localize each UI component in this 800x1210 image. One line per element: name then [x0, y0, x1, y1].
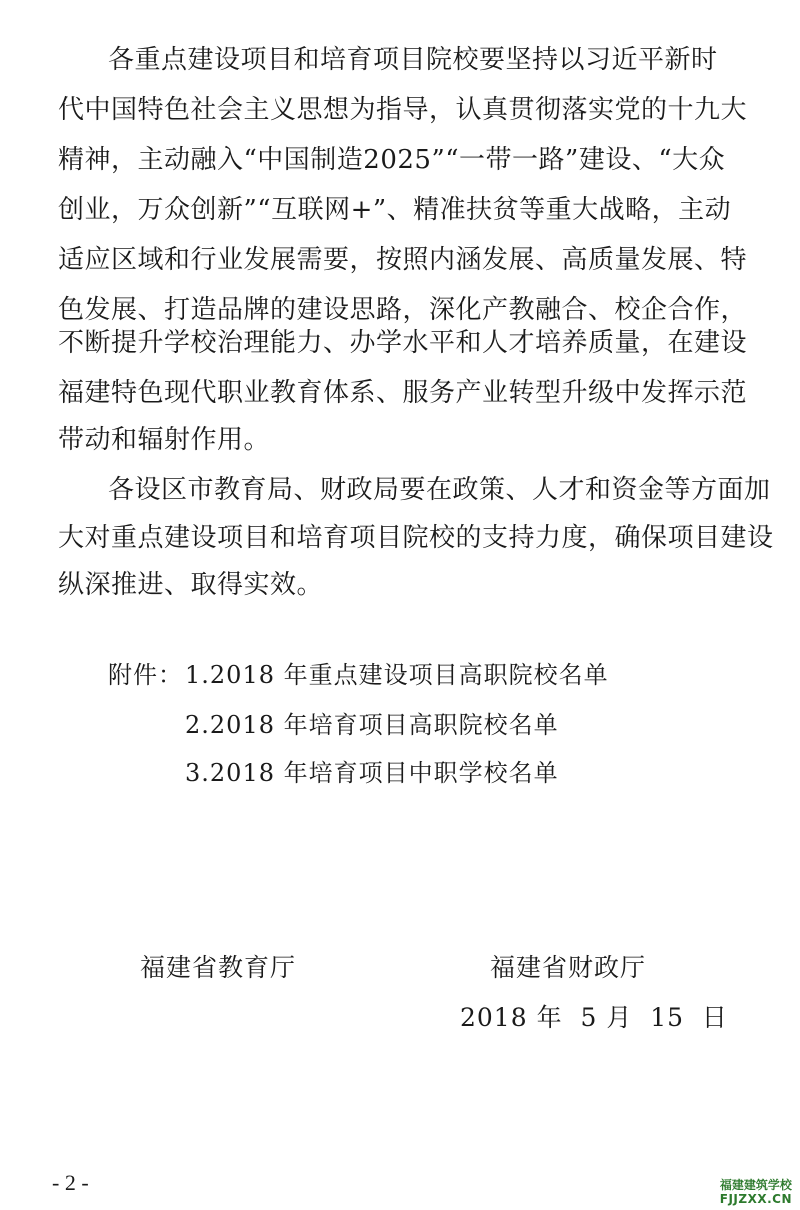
- page-number: - 2 -: [52, 1170, 89, 1195]
- paragraph-2-line-2: 大对重点建设项目和培育项目院校的支持力度，确保项目建设: [58, 523, 774, 553]
- attachment-item-3: 3.2018 年培育项目中职学校名单: [185, 759, 559, 787]
- paragraph-1-line-2: 代中国特色社会主义思想为指导，认真贯彻落实党的十九大: [58, 95, 748, 125]
- paragraph-2-line-3: 纵深推进、取得实效。: [58, 570, 324, 600]
- paragraph-1-line-3: 精神，主动融入“中国制造2025”“一带一路”建设、“大众: [58, 145, 726, 175]
- site-watermark: [720, 1178, 792, 1206]
- signature-finance-dept: 福建省财政厅: [490, 953, 647, 982]
- attachment-item-1: 1.2018 年重点建设项目高职院校名单: [185, 661, 609, 689]
- paragraph-2-line-1: 各设区市教育局、财政局要在政策、人才和资金等方面加: [108, 475, 771, 505]
- paragraph-1-line-7: 不断提升学校治理能力、办学水平和人才培养质量，在建设: [58, 328, 748, 358]
- watermark-title: 福建建筑学校: [719, 1178, 792, 1192]
- attachments-label: 附件：: [108, 661, 183, 689]
- signature-education-dept: 福建省教育厅: [140, 953, 297, 982]
- paragraph-1-line-4: 创业，万众创新”“互联网+”、精准扶贫等重大战略，主动: [58, 195, 732, 225]
- attachment-item-2: 2.2018 年培育项目高职院校名单: [185, 711, 559, 739]
- signature-date: 2018 年 5 月 15 日: [460, 1003, 728, 1032]
- paragraph-1-line-8: 福建特色现代职业教育体系、服务产业转型升级中发挥示范: [58, 378, 748, 408]
- paragraph-1-line-5: 适应区域和行业发展需要，按照内涵发展、高质量发展、特: [58, 245, 748, 275]
- paragraph-1-line-6: 色发展、打造品牌的建设思路，深化产教融合、校企合作，: [58, 295, 748, 325]
- watermark-domain: FJJZXX.CN: [719, 1192, 792, 1206]
- paragraph-1-line-9: 带动和辐射作用。: [58, 425, 271, 455]
- paragraph-1-line-1: 各重点建设项目和培育项目院校要坚持以习近平新时: [108, 45, 718, 75]
